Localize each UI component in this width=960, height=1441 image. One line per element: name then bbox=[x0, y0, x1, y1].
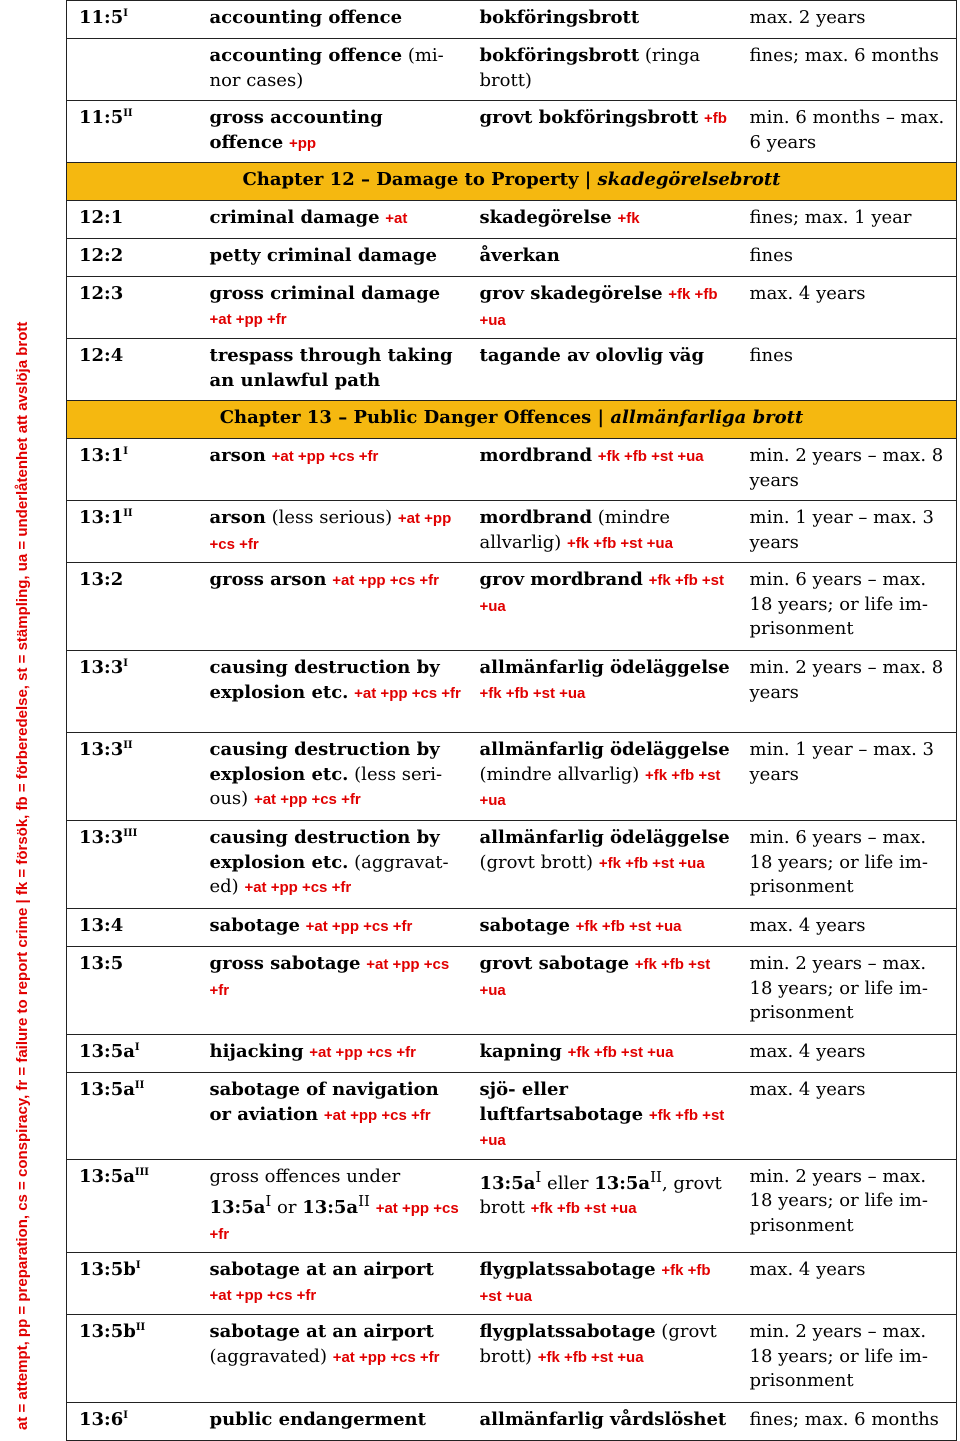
english-offence-name: sabotage at an airport bbox=[209, 1259, 434, 1280]
english-offence-name: causing destruction by explosion etc. bbox=[209, 657, 440, 703]
swedish-offence-cell bbox=[468, 1403, 738, 1441]
swedish-offence-name: tagande av olovlig väg bbox=[479, 345, 705, 366]
swedish-offence-name: allmänfarlig ödeläggelse bbox=[479, 739, 730, 760]
swedish-offence-cell bbox=[468, 1159, 738, 1253]
english-offence-name: criminal damage bbox=[209, 207, 380, 228]
penalty-cell: min. 2 years – max. 8 years bbox=[738, 651, 957, 733]
swedish-offence-name: grovt sabotage bbox=[479, 953, 630, 974]
english-offence-name: hijacking bbox=[209, 1041, 304, 1062]
swedish-offence-name: åverkan bbox=[479, 245, 560, 266]
penalty-cell: min. 1 year – max. 3 years bbox=[738, 501, 957, 563]
english-liability-tags: +at +pp +cs +fr bbox=[332, 1348, 440, 1366]
english-liability-tags: +at +pp +cs +fr bbox=[209, 1286, 317, 1304]
english-offence-text: or bbox=[271, 1197, 303, 1218]
english-offence-cell bbox=[198, 1253, 468, 1315]
english-offence-qualifier: (aggravated) bbox=[209, 1345, 327, 1367]
english-liability-tags: +at +pp +cs +fr bbox=[305, 918, 413, 935]
table-row bbox=[67, 1073, 957, 1160]
swedish-offence-cell bbox=[468, 339, 738, 401]
chapter-heading-row bbox=[67, 401, 957, 439]
english-offence-name: public endangerment bbox=[209, 1409, 426, 1430]
english-offence-name: gross criminal damage bbox=[209, 283, 441, 304]
penalty-cell: min. 1 year – max. 3 years bbox=[738, 733, 957, 821]
table-row bbox=[67, 277, 957, 339]
chapter-title: Chapter 12 – Damage to Property | bbox=[242, 169, 598, 190]
section-number-cell bbox=[67, 1315, 198, 1403]
legend-text: at = attempt, pp = preparation, cs = conspiracy, fr = failure to report crime | fk = försök, fb = förberedelse, st = stämpling, ua = underlåtenhet att avslöja brott bbox=[14, 321, 31, 1430]
swedish-offence-cell bbox=[468, 821, 738, 909]
section-subsection: I bbox=[123, 446, 128, 457]
section-subsection: II bbox=[123, 108, 133, 119]
abbreviation-legend bbox=[0, 0, 30, 1439]
swedish-liability-tags: +fk +fb +st +ua bbox=[575, 918, 682, 935]
table-row bbox=[67, 733, 957, 821]
english-offence-text: gross offences under bbox=[209, 1165, 401, 1187]
swedish-liability-tags: +fk +fb +st +ua bbox=[530, 1200, 637, 1217]
swedish-offence-name: grovt bokföringsbrott bbox=[479, 107, 699, 128]
english-offence-cell bbox=[198, 563, 468, 651]
table-row bbox=[67, 1315, 957, 1403]
english-offence-name: arson bbox=[209, 445, 266, 466]
section-number-cell bbox=[67, 651, 198, 733]
section-number-cell bbox=[67, 821, 198, 909]
table-row bbox=[67, 1403, 957, 1441]
swedish-offence-cell bbox=[468, 501, 738, 563]
swedish-offence-name: allmänfarlig vårdslöshet bbox=[479, 1409, 727, 1430]
section-number: 13:3 bbox=[79, 827, 124, 848]
swedish-liability-tags: +fk +fb +st +ua bbox=[479, 572, 725, 615]
swedish-liability-tags: +fk +fb +st +ua bbox=[479, 956, 711, 999]
chapter-heading bbox=[67, 163, 957, 201]
section-number: 13:5a bbox=[79, 1165, 135, 1187]
section-subsection: III bbox=[134, 1166, 149, 1178]
english-offence-name: causing destruction by explosion etc. bbox=[209, 827, 440, 873]
penalty-cell: fines; max. 1 year bbox=[738, 201, 957, 239]
english-offence-qualifier: (less serious) bbox=[209, 763, 443, 809]
swedish-offence-name: kapning bbox=[479, 1041, 562, 1062]
table-row bbox=[67, 501, 957, 563]
english-offence-name: sabotage at an airport bbox=[209, 1321, 434, 1342]
penalty-cell: min. 6 years – max. 18 years; or life imprisonment bbox=[738, 821, 957, 909]
swedish-liability-tags: +fk +fb +st +ua bbox=[479, 1262, 711, 1305]
english-offence-cell bbox=[198, 339, 468, 401]
english-offence-cell bbox=[198, 1035, 468, 1073]
swedish-offence-name: grov skadegörelse bbox=[479, 283, 663, 304]
english-liability-tags: +at +pp +cs +fr bbox=[332, 572, 439, 589]
offences-table-body bbox=[67, 1, 957, 1441]
swedish-liability-tags: +fk +fb +st +ua bbox=[479, 684, 586, 702]
section-subsection: II bbox=[135, 1322, 146, 1333]
penalty-cell: max. 4 years bbox=[738, 1073, 957, 1160]
swedish-liability-tags: +fk +fb +st +ua bbox=[567, 534, 673, 552]
swedish-offence-cell bbox=[468, 947, 738, 1035]
english-offence-cell bbox=[198, 101, 468, 163]
english-offence-name: trespass through taking an unlawful path bbox=[209, 345, 453, 391]
swedish-offence-name: allmänfarlig ödeläggelse bbox=[479, 827, 730, 848]
swedish-liability-tags: +fk +fb +ua bbox=[479, 286, 718, 329]
section-number-cell bbox=[67, 277, 198, 339]
table-row bbox=[67, 947, 957, 1035]
swedish-offence-qualifier: (ringa brott) bbox=[479, 45, 701, 91]
english-offence-name: arson bbox=[209, 507, 266, 528]
offences-table bbox=[66, 0, 957, 1441]
section-subsection: I bbox=[123, 1410, 128, 1421]
swedish-offence-cell bbox=[468, 651, 738, 733]
swedish-offence-cell bbox=[468, 101, 738, 163]
section-subsection: I bbox=[134, 1042, 140, 1053]
english-offence-name: sabotage of navigation or aviation bbox=[209, 1079, 439, 1125]
table-row bbox=[67, 1253, 957, 1315]
section-subsection: II bbox=[134, 1080, 145, 1091]
swedish-offence-cell bbox=[468, 239, 738, 277]
penalty-cell: fines bbox=[738, 239, 957, 277]
swedish-offence-name: skadegörelse bbox=[479, 207, 612, 228]
section-number-cell bbox=[67, 201, 198, 239]
english-offence-name: causing destruction by explosion etc. bbox=[209, 739, 440, 785]
swedish-offence-name: sabotage bbox=[479, 915, 570, 936]
table-row bbox=[67, 563, 957, 651]
penalty-cell: fines bbox=[738, 339, 957, 401]
english-offence-name: accounting offence bbox=[209, 45, 403, 66]
penalty-cell: min. 6 months – max. 6 years bbox=[738, 101, 957, 163]
penalty-cell: fines; max. 6 months bbox=[738, 39, 957, 101]
swedish-offence-cell bbox=[468, 1073, 738, 1160]
swedish-offence-ref: 13:5a bbox=[479, 1172, 536, 1194]
chapter-title-swedish: skadegörelsebrott bbox=[597, 169, 781, 190]
english-offence-cell bbox=[198, 1315, 468, 1403]
penalty-cell: min. 6 years – max. 18 years; or life imprisonment bbox=[738, 563, 957, 651]
table-row bbox=[67, 439, 957, 501]
penalty-cell: max. 4 years bbox=[738, 1035, 957, 1073]
english-offence-ref: 13:5a bbox=[209, 1197, 266, 1218]
penalty-cell: min. 2 years – max. 18 years; or life imprisonment bbox=[738, 947, 957, 1035]
table-row bbox=[67, 39, 957, 101]
section-number: 12:1 bbox=[79, 207, 124, 228]
swedish-offence-ref-sup: II bbox=[650, 1167, 662, 1186]
swedish-offence-cell bbox=[468, 277, 738, 339]
penalty-cell: max. 2 years bbox=[738, 1, 957, 39]
section-subsection: I bbox=[123, 658, 128, 669]
section-number-cell bbox=[67, 1073, 198, 1160]
table-row bbox=[67, 101, 957, 163]
swedish-liability-tags: +fk +fb +st +ua bbox=[598, 854, 705, 872]
section-number-cell bbox=[67, 1159, 198, 1253]
swedish-offence-name: mordbrand bbox=[479, 445, 593, 466]
section-number-cell bbox=[67, 733, 198, 821]
swedish-offence-name: bokföringsbrott bbox=[479, 45, 640, 66]
section-subsection: II bbox=[123, 508, 133, 519]
english-offence-cell bbox=[198, 821, 468, 909]
section-number-cell bbox=[67, 1403, 198, 1441]
penalty-cell: min. 2 years – max. 18 years; or life imprisonment bbox=[738, 1159, 957, 1253]
english-offence-name: gross arson bbox=[209, 569, 327, 590]
english-offence-cell bbox=[198, 909, 468, 947]
swedish-liability-tags: +fk +fb +st +ua bbox=[597, 448, 704, 465]
section-number-cell bbox=[67, 101, 198, 163]
english-liability-tags: +at +pp +cs +fr bbox=[271, 448, 379, 465]
english-offence-cell bbox=[198, 439, 468, 501]
table-row bbox=[67, 821, 957, 909]
english-offence-qualifier: (minor cases) bbox=[209, 45, 444, 91]
swedish-liability-tags: +fk +fb +st +ua bbox=[479, 1106, 725, 1149]
table-row bbox=[67, 909, 957, 947]
section-number: 12:4 bbox=[79, 345, 124, 366]
section-number-cell bbox=[67, 339, 198, 401]
english-offence-name: gross sabotage bbox=[209, 953, 361, 974]
table-row bbox=[67, 201, 957, 239]
section-number: 13:5a bbox=[79, 1041, 135, 1062]
penalty-cell: min. 2 years – max. 8 years bbox=[738, 439, 957, 501]
section-number-cell bbox=[67, 1, 198, 39]
section-subsection: II bbox=[123, 740, 133, 751]
penalty-cell: min. 2 years – max. 18 years; or life imprisonment bbox=[738, 1315, 957, 1403]
section-number-cell bbox=[67, 439, 198, 501]
swedish-offence-cell bbox=[468, 909, 738, 947]
english-offence-qualifier: (aggravated) bbox=[209, 851, 449, 897]
english-liability-tags: +at +pp +cs +fr bbox=[244, 879, 352, 896]
swedish-offence-qualifier: (grovt brott) bbox=[479, 1321, 717, 1367]
table-row bbox=[67, 1035, 957, 1073]
table-row bbox=[67, 339, 957, 401]
swedish-offence-name: bokföringsbrott bbox=[479, 7, 640, 28]
section-number: 13:1 bbox=[79, 445, 124, 466]
swedish-offence-name: flygplatssabotage bbox=[479, 1321, 656, 1342]
english-liability-tags: +at +pp +cs +fr bbox=[323, 1106, 431, 1124]
swedish-offence-name: allmänfarlig ödeläggelse bbox=[479, 657, 730, 678]
swedish-liability-tags: +fb bbox=[704, 110, 727, 127]
english-offence-cell bbox=[198, 733, 468, 821]
english-offence-cell bbox=[198, 277, 468, 339]
swedish-offence-ref: 13:5a bbox=[594, 1172, 651, 1194]
section-number-cell bbox=[67, 909, 198, 947]
swedish-offence-qualifier: (mindre allvarlig) bbox=[479, 507, 670, 553]
swedish-offence-cell bbox=[468, 1035, 738, 1073]
section-number: 12:2 bbox=[79, 245, 124, 266]
english-offence-cell bbox=[198, 39, 468, 101]
english-liability-tags: +at +pp +cs +fr bbox=[354, 684, 461, 702]
table-row bbox=[67, 239, 957, 277]
english-offence-cell bbox=[198, 201, 468, 239]
chapter-title-swedish: allmänfarliga brott bbox=[610, 407, 804, 428]
section-number: 13:1 bbox=[79, 507, 124, 528]
section-number-cell bbox=[67, 563, 198, 651]
section-number: 13:4 bbox=[79, 915, 124, 936]
swedish-offence-name: flygplatssabotage bbox=[479, 1259, 656, 1280]
penalty-cell: max. 4 years bbox=[738, 909, 957, 947]
english-liability-tags: +at +pp +fr bbox=[209, 310, 287, 328]
swedish-liability-tags: +fk +fb +st +ua bbox=[537, 1348, 644, 1366]
english-offence-name: accounting offence bbox=[209, 7, 403, 28]
swedish-offence-cell bbox=[468, 1315, 738, 1403]
section-number: 13:5b bbox=[79, 1259, 136, 1280]
swedish-offence-text: eller bbox=[541, 1172, 595, 1194]
english-liability-tags: +at +pp +cs +fr bbox=[209, 956, 450, 999]
section-number-cell bbox=[67, 947, 198, 1035]
penalty-cell: fines; max. 6 months bbox=[738, 1403, 957, 1441]
english-offence-cell bbox=[198, 1403, 468, 1441]
swedish-offence-qualifier: , grovt brott bbox=[479, 1172, 722, 1218]
english-offence-name: petty criminal damage bbox=[209, 245, 437, 266]
english-offence-ref-sup: I bbox=[265, 1192, 272, 1210]
english-liability-tags: +at +pp +cs +fr bbox=[309, 1044, 417, 1061]
section-number: 13:3 bbox=[79, 739, 124, 760]
table-row bbox=[67, 1159, 957, 1253]
english-offence-name: gross accounting offence bbox=[209, 107, 383, 153]
section-number: 13:5a bbox=[79, 1079, 135, 1100]
swedish-offence-cell bbox=[468, 563, 738, 651]
english-offence-cell bbox=[198, 1073, 468, 1160]
section-number-cell bbox=[67, 39, 198, 101]
section-subsection: I bbox=[135, 1260, 141, 1271]
swedish-offence-cell bbox=[468, 439, 738, 501]
english-liability-tags: +at +pp +cs +fr bbox=[209, 1200, 459, 1243]
section-number: 13:3 bbox=[79, 657, 124, 678]
english-offence-cell bbox=[198, 947, 468, 1035]
swedish-offence-ref-sup: I bbox=[535, 1167, 542, 1186]
section-number: 13:5 bbox=[79, 953, 124, 974]
swedish-liability-tags: +fk bbox=[617, 210, 640, 227]
section-number: 11:5 bbox=[79, 7, 124, 28]
chapter-title: Chapter 13 – Public Danger Offences | bbox=[219, 407, 611, 428]
english-offence-ref: 13:5a bbox=[302, 1197, 359, 1218]
english-liability-tags: +at +pp +cs +fr bbox=[253, 791, 361, 808]
english-liability-tags: +at +pp +cs +fr bbox=[209, 510, 452, 553]
swedish-offence-cell bbox=[468, 733, 738, 821]
english-offence-cell bbox=[198, 1, 468, 39]
section-number-cell bbox=[67, 1035, 198, 1073]
english-offence-ref-sup: II bbox=[358, 1192, 370, 1210]
section-subsection: I bbox=[123, 8, 128, 19]
english-offence-cell bbox=[198, 651, 468, 733]
section-number: 11:5 bbox=[79, 107, 124, 128]
swedish-offence-cell bbox=[468, 39, 738, 101]
section-number-cell bbox=[67, 1253, 198, 1315]
swedish-offence-name: grov mordbrand bbox=[479, 569, 643, 590]
section-number: 13:6 bbox=[79, 1409, 124, 1430]
section-subsection: III bbox=[123, 828, 138, 839]
table-row bbox=[67, 1, 957, 39]
section-number: 13:5b bbox=[79, 1321, 136, 1342]
english-offence-cell bbox=[198, 1159, 468, 1253]
swedish-offence-cell bbox=[468, 201, 738, 239]
section-number: 13:2 bbox=[79, 569, 124, 590]
chapter-heading-row bbox=[67, 163, 957, 201]
english-liability-tags: +pp bbox=[288, 134, 317, 152]
swedish-offence-name: mordbrand bbox=[479, 507, 593, 528]
swedish-offence-cell bbox=[468, 1, 738, 39]
section-number-cell bbox=[67, 239, 198, 277]
penalty-cell: max. 4 years bbox=[738, 277, 957, 339]
table-row bbox=[67, 651, 957, 733]
english-liability-tags: +at bbox=[385, 210, 408, 227]
swedish-liability-tags: +fk +fb +st +ua bbox=[479, 766, 721, 809]
swedish-offence-cell bbox=[468, 1253, 738, 1315]
swedish-offence-name: sjö- eller luftfartsabotage bbox=[479, 1079, 644, 1125]
english-offence-qualifier: (less serious) bbox=[265, 507, 393, 528]
swedish-offence-qualifier: (mindre allvarlig) bbox=[479, 763, 640, 785]
chapter-heading bbox=[67, 401, 957, 439]
english-offence-cell bbox=[198, 239, 468, 277]
section-number: 12:3 bbox=[79, 283, 124, 304]
swedish-liability-tags: +fk +fb +st +ua bbox=[567, 1044, 674, 1061]
english-offence-cell bbox=[198, 501, 468, 563]
penalty-cell: max. 4 years bbox=[738, 1253, 957, 1315]
swedish-offence-qualifier: (grovt brott) bbox=[479, 851, 594, 873]
english-offence-name: sabotage bbox=[209, 915, 300, 936]
section-number-cell bbox=[67, 501, 198, 563]
